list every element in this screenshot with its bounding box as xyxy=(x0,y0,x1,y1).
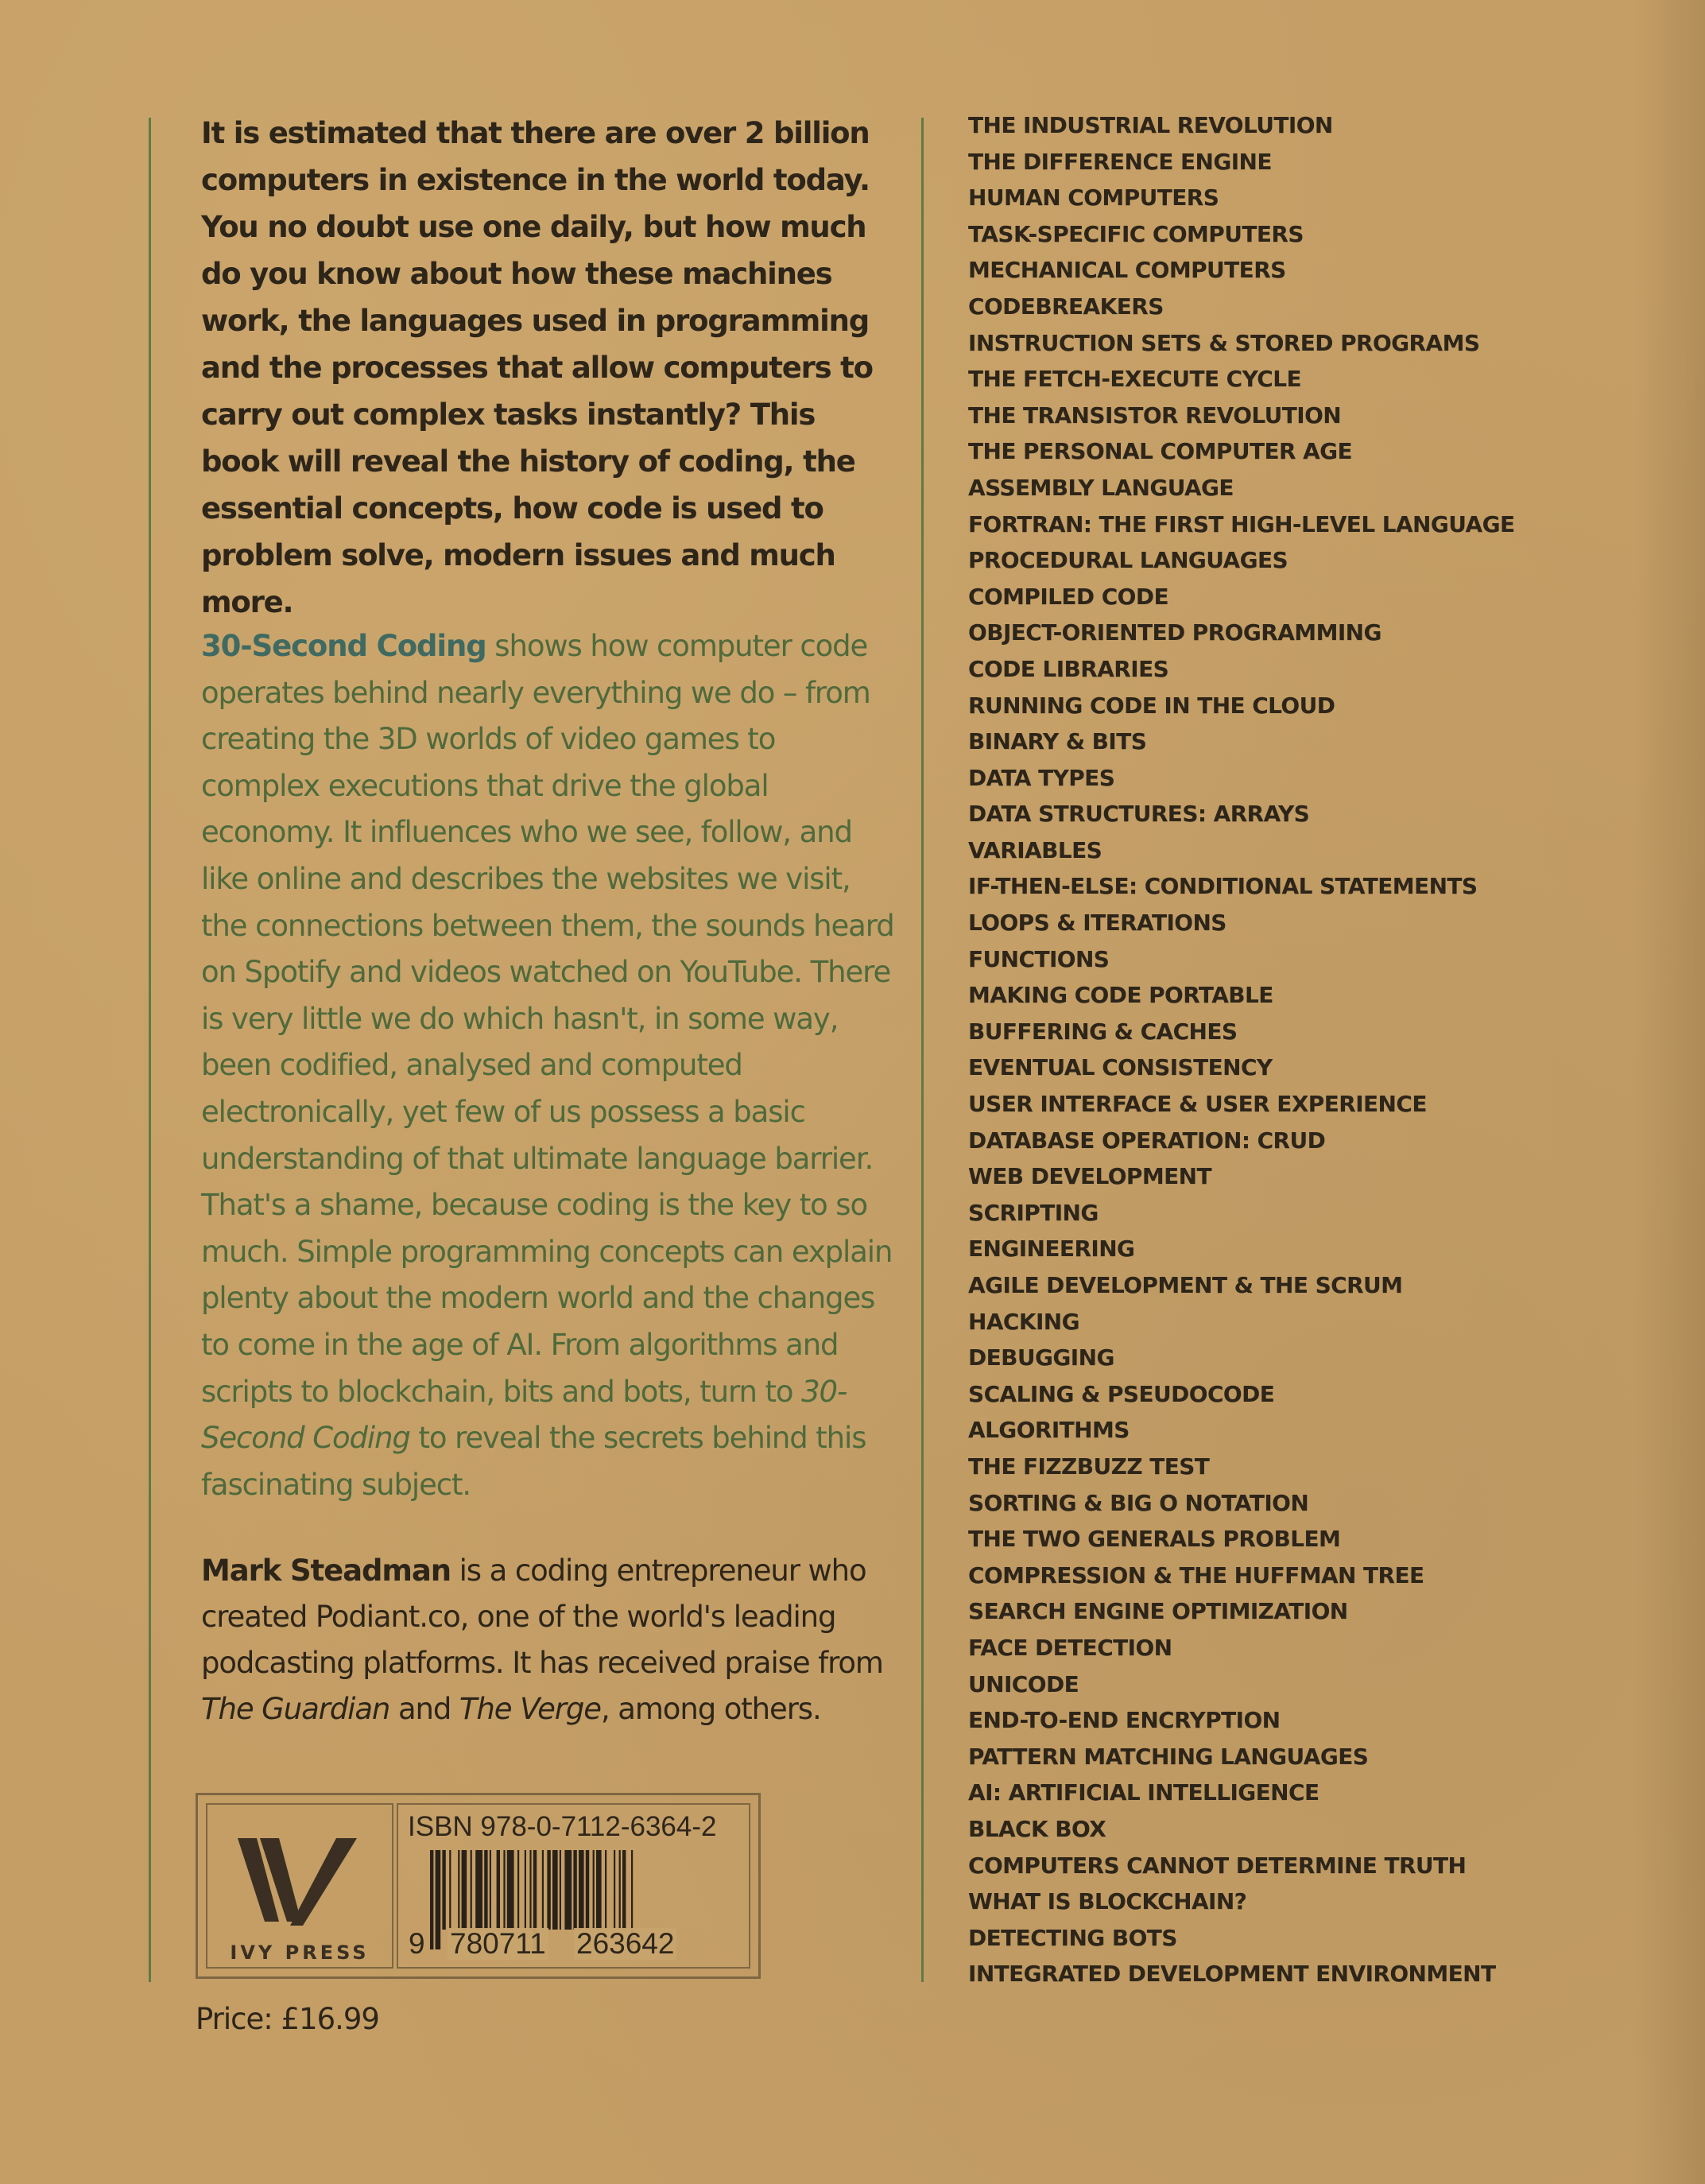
contents-item: THE PERSONAL COMPUTER AGE xyxy=(968,438,1353,465)
contents-item: ENGINEERING xyxy=(968,1236,1135,1263)
contents-item: MAKING CODE PORTABLE xyxy=(968,982,1273,1009)
contents-item: LOOPS & ITERATIONS xyxy=(968,910,1226,937)
contents-item: DEBUGGING xyxy=(968,1344,1114,1371)
barcode-digits-left: 780711 xyxy=(448,1928,548,1960)
contents-item: BLACK BOX xyxy=(968,1815,1106,1842)
publisher-logo-panel xyxy=(206,1803,393,1969)
contents-item: COMPRESSION & THE HUFFMAN TREE xyxy=(968,1561,1424,1589)
contents-item: WHAT IS BLOCKCHAIN? xyxy=(968,1888,1247,1915)
contents-item: THE INDUSTRIAL REVOLUTION xyxy=(968,112,1333,138)
contents-item: EVENTUAL CONSISTENCY xyxy=(968,1054,1273,1081)
contents-item: COMPUTERS CANNOT DETERMINE TRUTH xyxy=(968,1852,1467,1879)
contents-item: HUMAN COMPUTERS xyxy=(968,184,1219,211)
contents-item: FACE DETECTION xyxy=(968,1634,1172,1661)
contents-item: PROCEDURAL LANGUAGES xyxy=(968,547,1288,574)
contents-item: CODE LIBRARIES xyxy=(968,655,1169,682)
ivy-press-logo-icon xyxy=(238,1838,365,1934)
description-paragraph xyxy=(201,623,901,1508)
barcode-panel xyxy=(397,1803,750,1969)
contents-item: THE FIZZBUZZ TEST xyxy=(968,1453,1210,1480)
contents-item: UNICODE xyxy=(968,1670,1079,1697)
contents-item: INSTRUCTION SETS & STORED PROGRAMS xyxy=(968,329,1480,356)
contents-item: TASK-SPECIFIC COMPUTERS xyxy=(968,220,1304,247)
price-label: Price: £16.99 xyxy=(196,2002,379,2036)
contents-item: THE TWO GENERALS PROBLEM xyxy=(968,1526,1341,1553)
book-title-bold: 30-Second Coding xyxy=(201,629,486,663)
contents-item: DATA TYPES xyxy=(968,764,1115,791)
contents-item: BUFFERING & CACHES xyxy=(968,1018,1238,1045)
intro-paragraph: It is estimated that there are over 2 billion computers in existence in the world today. You no doubt use one daily, but how much do you know about how these machines work, the languages used in programming and the processes that allow computers to carry out complex tasks instantly? This book will reveal the history of coding, the essential concepts, how code is used to problem solve, modern issues and much more. xyxy=(201,116,873,619)
page-edge-shadow xyxy=(1633,0,1705,2184)
isbn-label: ISBN 978-0-7112-6364-2 xyxy=(408,1811,717,1842)
contents-item: DETECTING BOTS xyxy=(968,1924,1177,1951)
contents-item: END-TO-END ENCRYPTION xyxy=(968,1707,1281,1734)
contents-item: OBJECT-ORIENTED PROGRAMMING xyxy=(968,619,1381,646)
left-column-rule xyxy=(149,118,151,1982)
contents-item: BINARY & BITS xyxy=(968,728,1147,755)
description-text-2: to reveal the secrets behind this fascinating subject. xyxy=(201,1421,866,1502)
contents-item: WEB DEVELOPMENT xyxy=(968,1163,1211,1190)
contents-item: PATTERN MATCHING LANGUAGES xyxy=(968,1743,1369,1770)
contents-item: AI: ARTIFICIAL INTELLIGENCE xyxy=(968,1779,1319,1806)
right-column-rule xyxy=(921,118,924,1982)
contents-item: AGILE DEVELOPMENT & THE SCRUM xyxy=(968,1272,1403,1298)
contents-item: IF-THEN-ELSE: CONDITIONAL STATEMENTS xyxy=(968,873,1478,900)
contents-item: THE FETCH-EXECUTE CYCLE xyxy=(968,366,1302,393)
author-bio-and: and xyxy=(389,1692,459,1726)
contents-item: DATABASE OPERATION: CRUD xyxy=(968,1127,1326,1154)
book-title-italic: 30-Second Coding xyxy=(201,1374,847,1456)
author-bio-text-2: , among others. xyxy=(600,1692,821,1726)
contents-item: SCALING & PSEUDOCODE xyxy=(968,1380,1275,1407)
publisher-name: IVY PRESS xyxy=(230,1942,370,1964)
isbn-box xyxy=(196,1793,761,1979)
contents-item: USER INTERFACE & USER EXPERIENCE xyxy=(968,1091,1427,1118)
publication-verge: The Verge xyxy=(459,1692,601,1726)
contents-item: THE TRANSISTOR REVOLUTION xyxy=(968,401,1342,429)
publication-guardian: The Guardian xyxy=(201,1692,390,1726)
contents-item: FUNCTIONS xyxy=(968,945,1110,972)
contents-list xyxy=(968,107,1515,1992)
contents-item: DATA STRUCTURES: ARRAYS xyxy=(968,801,1310,828)
contents-item: FORTRAN: THE FIRST HIGH-LEVEL LANGUAGE xyxy=(968,510,1515,537)
contents-item: THE DIFFERENCE ENGINE xyxy=(968,148,1272,175)
contents-item: VARIABLES xyxy=(968,836,1102,863)
author-bio-text-1: is a coding entrepreneur who created Podiant.co, one of the world's leading podcasting platforms. It has received praise from xyxy=(201,1554,883,1680)
contents-item: MECHANICAL COMPUTERS xyxy=(968,257,1286,284)
contents-item: SORTING & BIG O NOTATION xyxy=(968,1489,1309,1516)
contents-item: ALGORITHMS xyxy=(968,1417,1130,1444)
contents-item: INTEGRATED DEVELOPMENT ENVIRONMENT xyxy=(968,1961,1496,1988)
contents-item: SCRIPTING xyxy=(968,1199,1099,1226)
barcode-digits-right: 263642 xyxy=(574,1928,676,1960)
contents-item: CODEBREAKERS xyxy=(968,293,1164,320)
author-bio xyxy=(201,1548,893,1732)
contents-item: ASSEMBLY LANGUAGE xyxy=(968,474,1234,501)
contents-item: COMPILED CODE xyxy=(968,583,1169,610)
contents-item: RUNNING CODE IN THE CLOUD xyxy=(968,692,1335,719)
contents-item: SEARCH ENGINE OPTIMIZATION xyxy=(968,1598,1348,1625)
barcode-digit-prefix: 9 xyxy=(409,1927,425,1960)
description-text-1: shows how computer code operates behind nearly everything we do – from creating the 3D worlds of video games to complex executions that drive the global economy. It influences who we see, follow, and like online and describes the websites we visit, the connections between them, the sounds heard on Spotify and videos watched on YouTube. There is very little we do which hasn't, in some way, been codified, analysed and computed electronically, yet few of us possess a basic understanding of that ultimate language barrier. That's a shame, because coding is the key to so much. Simple programming concepts can explain plenty about the modern world and the changes to come in the age of AI. From algorithms and scripts to blockchain, bits and bots, turn to xyxy=(201,629,894,1409)
author-name: Mark Steadman xyxy=(201,1554,451,1588)
contents-item: HACKING xyxy=(968,1308,1079,1335)
